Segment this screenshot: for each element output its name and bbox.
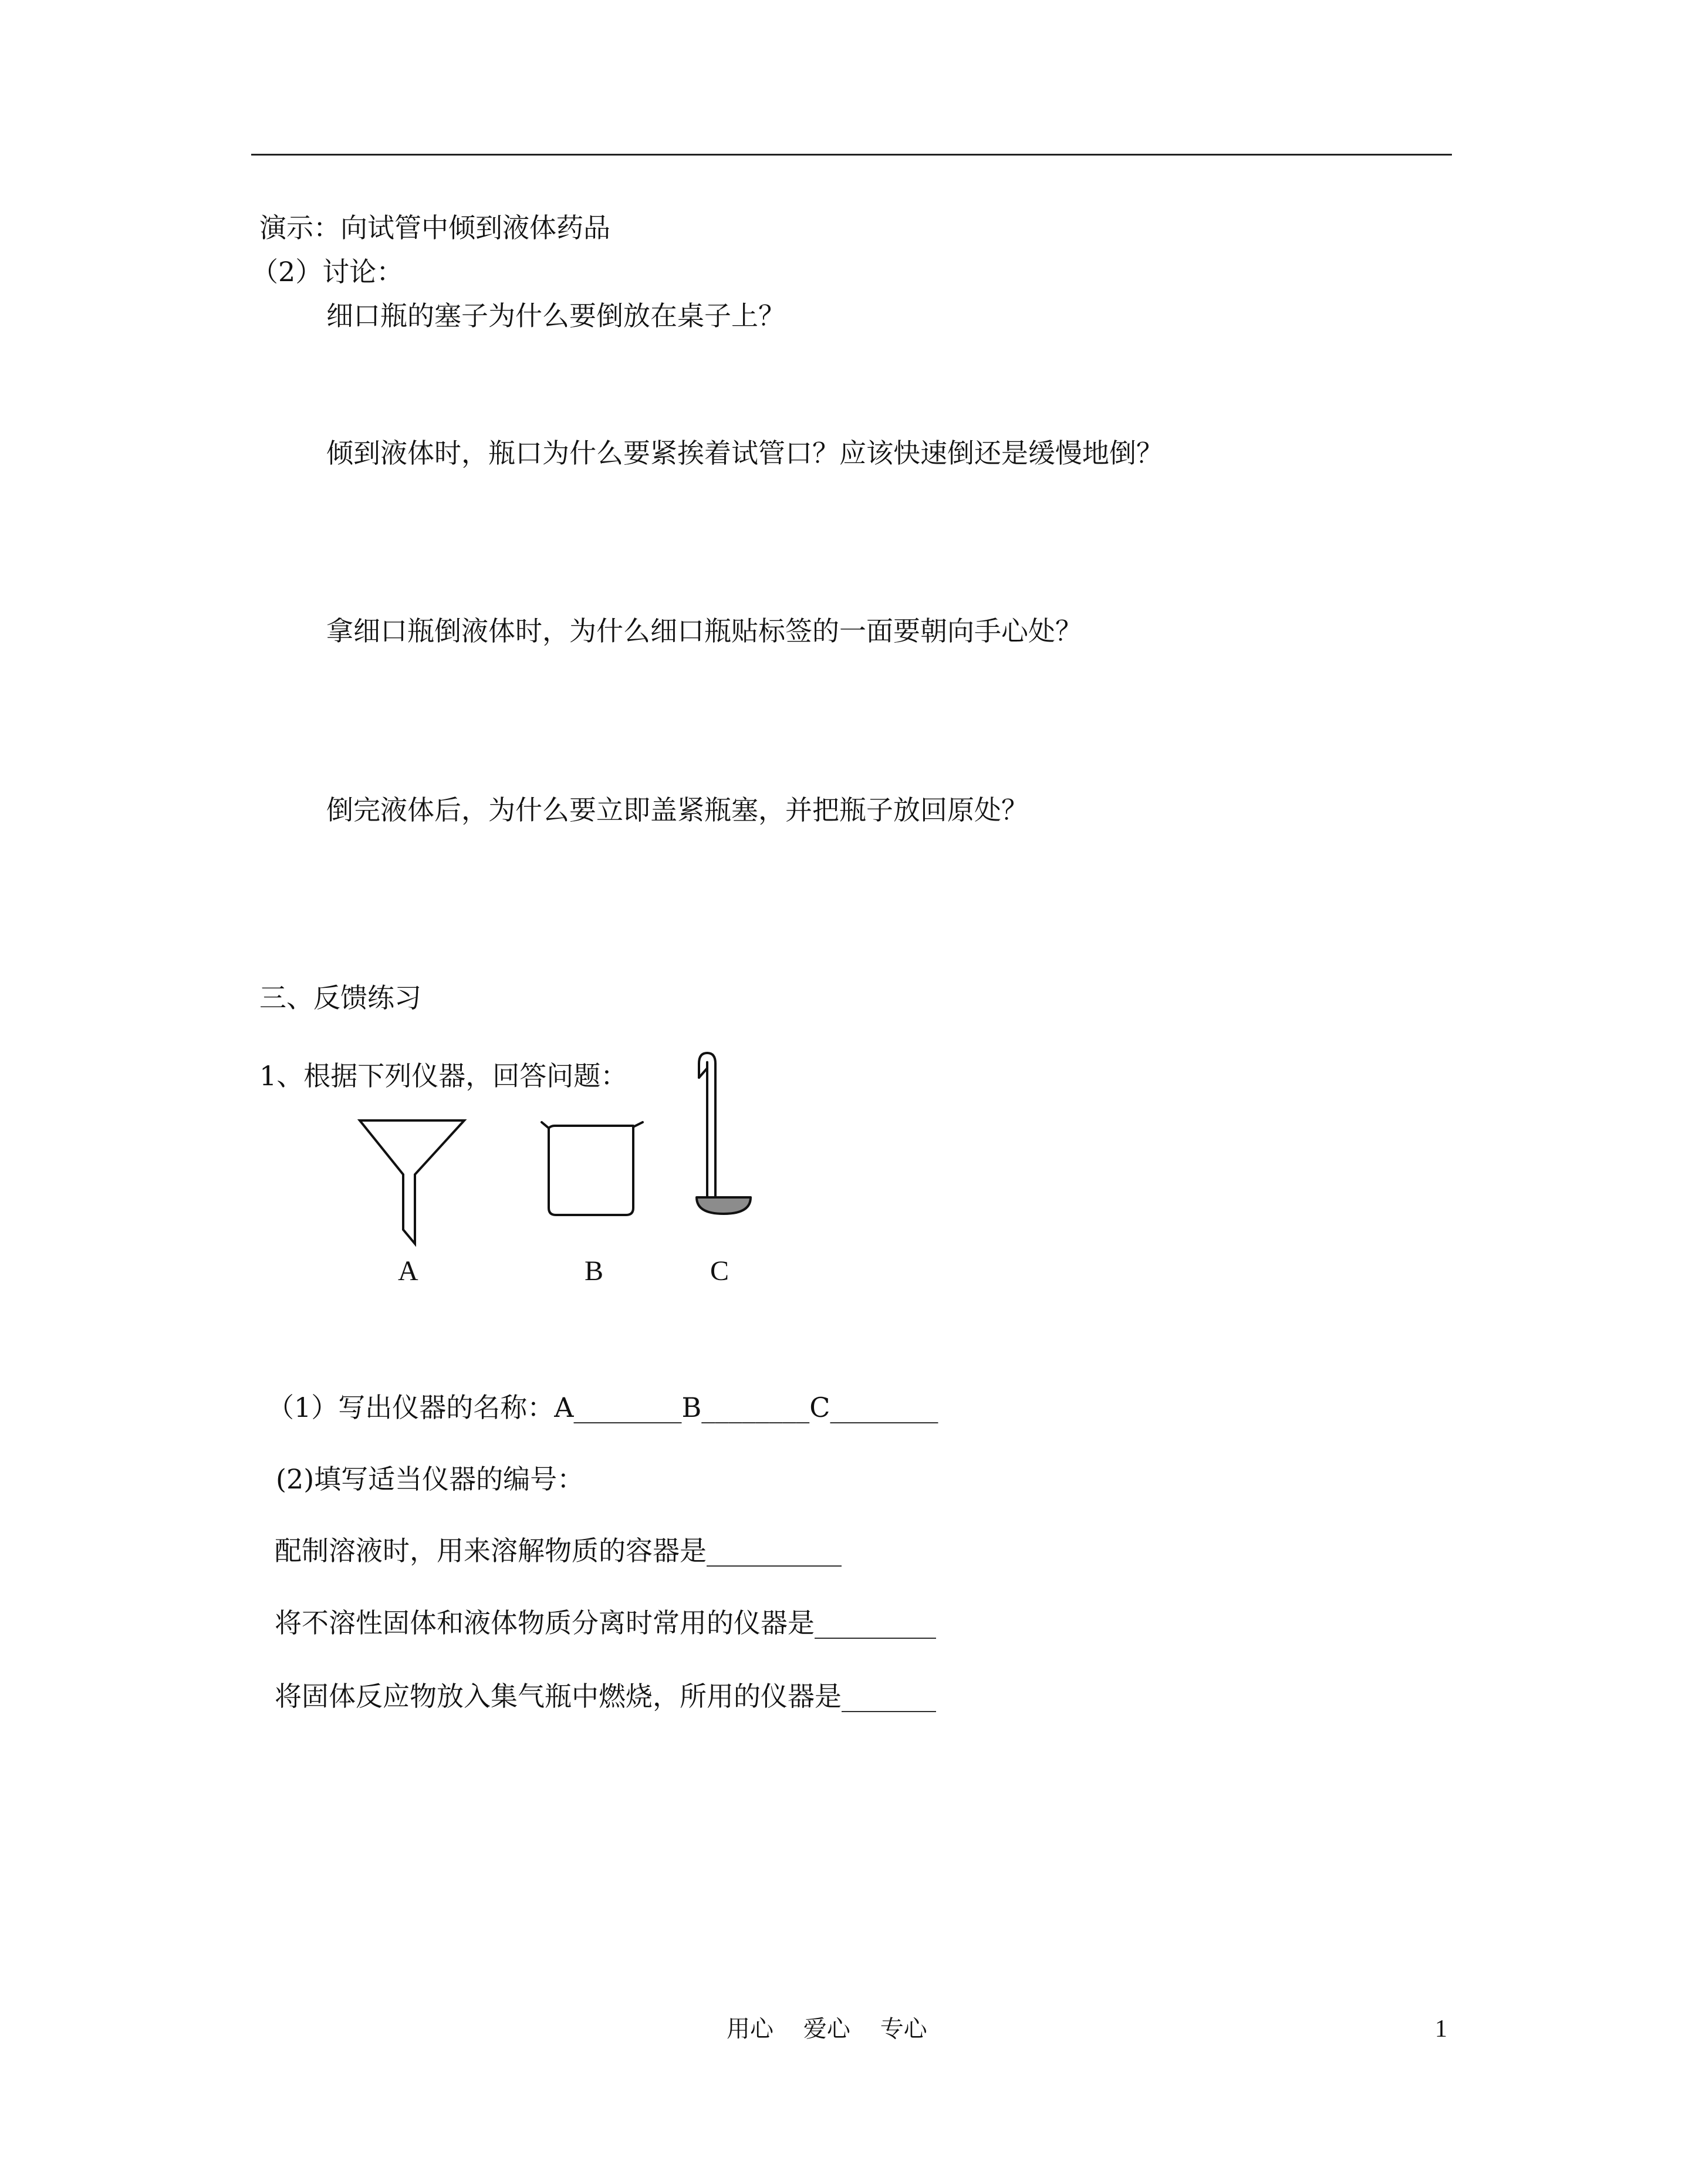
question1-stem: 1、根据下列仪器，回答问题： (259, 1060, 628, 1092)
instrument-label-c: C (710, 1255, 729, 1287)
discussion-question-1: 细口瓶的塞子为什么要倒放在桌子上？ (326, 300, 785, 332)
section3-heading: 三、反馈练习 (259, 982, 421, 1014)
footer-motto: 用心 爱心 专心 (727, 2016, 927, 2043)
instrument-label-a: A (398, 1255, 418, 1287)
discussion-heading: （2）讨论： (251, 256, 404, 288)
question1-item-2: 将不溶性固体和液体物质分离时常用的仪器是_________ (275, 1607, 936, 1639)
question1-item-3: 将固体反应物放入集气瓶中燃烧，所用的仪器是_______ (275, 1680, 936, 1712)
discussion-question-2: 倾到液体时，瓶口为什么要紧挨着试管口？应该快速倒还是缓慢地倒？ (326, 437, 1163, 469)
discussion-question-3: 拿细口瓶倒液体时，为什么细口瓶贴标签的一面要朝向手心处？ (326, 615, 1082, 647)
demo-title: 演示：向试管中倾到液体药品 (259, 212, 610, 244)
beaker-icon (537, 1121, 648, 1221)
question1-part1: （1）写出仪器的名称：A________B________C________ (267, 1392, 938, 1423)
question1-part2: (2)填写适当仪器的编号： (276, 1463, 585, 1495)
discussion-question-4: 倒完液体后，为什么要立即盖紧瓶塞，并把瓶子放回原处？ (326, 794, 1028, 826)
combustion-spoon-icon (690, 1051, 766, 1221)
funnel-icon (355, 1118, 472, 1247)
question1-item-1: 配制溶液时，用来溶解物质的容器是__________ (275, 1535, 842, 1567)
header-rule (251, 154, 1452, 156)
instrument-label-b: B (585, 1255, 604, 1287)
page-number: 1 (1435, 2016, 1447, 2043)
